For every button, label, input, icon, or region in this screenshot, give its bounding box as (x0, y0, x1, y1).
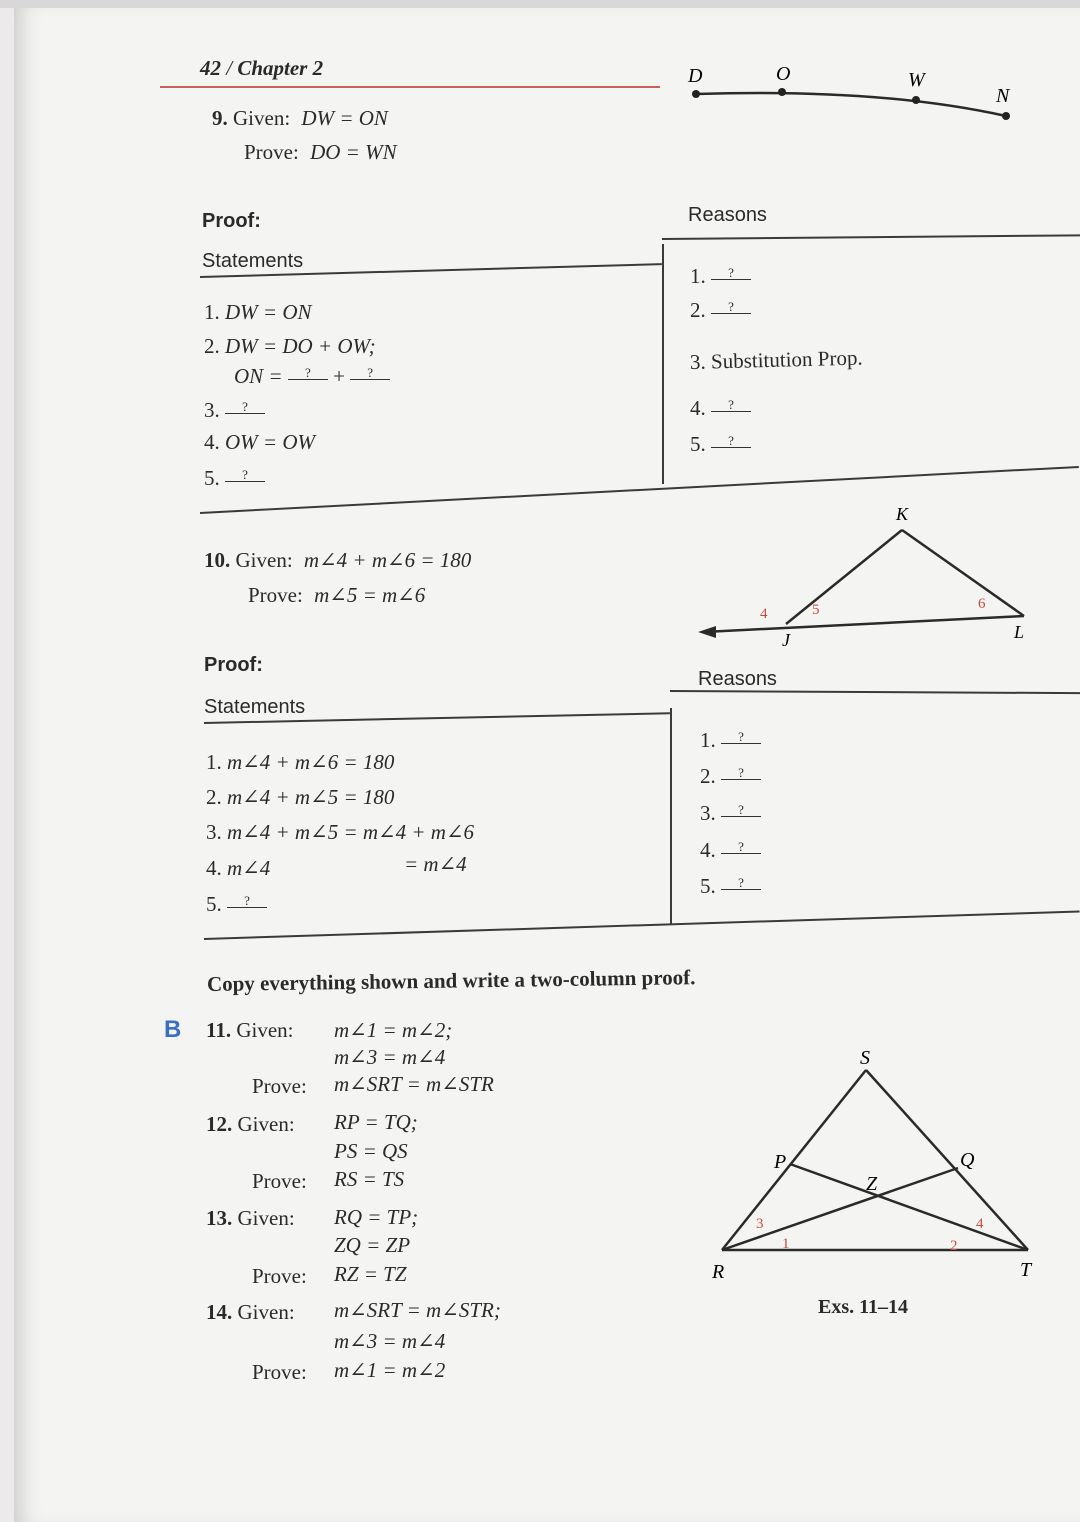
label-s: S (860, 1047, 870, 1069)
header-rule (160, 86, 660, 88)
answer-blank[interactable]: ? (721, 766, 761, 780)
label-d: D (688, 65, 703, 87)
point-d (692, 90, 700, 98)
answer-blank[interactable]: ? (350, 366, 390, 380)
ex9-column-divider (662, 244, 664, 484)
angle-6: 6 (978, 596, 986, 612)
ex11-14-figure-triangle (700, 1040, 1060, 1290)
ex9-reason-3: 3. Substitution Prop. (689, 345, 863, 374)
answer-blank[interactable]: ? (721, 840, 761, 854)
ex14-given-1: m∠SRT = m∠STR; (334, 1298, 501, 1322)
ex10-stmt-2: 2. m∠4 + m∠5 = 180 (206, 785, 395, 809)
ex13-given-line: 13. Given: (206, 1206, 295, 1230)
angle-1: 1 (782, 1236, 790, 1252)
answer-blank[interactable]: ? (225, 400, 265, 414)
ex10-figure-triangle (694, 500, 1044, 650)
ex9-stmt-5: 5. ? (204, 466, 265, 491)
answer-blank[interactable]: ? (225, 468, 265, 482)
label-w: W (908, 69, 925, 91)
ex14-given-2: m∠3 = m∠4 (334, 1329, 446, 1353)
ex9-prove (244, 140, 397, 165)
section-letter: B (164, 1016, 182, 1043)
label-k: K (896, 504, 909, 524)
answer-blank[interactable]: ? (288, 366, 328, 380)
ex14-given-line: 14. Given: (206, 1300, 295, 1324)
ex10-reason-5: 5. ? (700, 874, 761, 899)
ex9-reasons-label: Reasons (688, 204, 767, 226)
answer-blank[interactable]: ? (711, 398, 751, 412)
ex9-stmt-2: 2. DW = DO + OW; (204, 334, 376, 358)
ex9-reason-1: 1. ? (690, 264, 751, 289)
ex14-prove-label: Prove: (252, 1360, 307, 1384)
ex12-prove-label: Prove: (252, 1169, 307, 1193)
ex9-statements-label: Statements (202, 250, 304, 272)
label-n: N (996, 85, 1010, 107)
chapter-title: Chapter 2 (237, 56, 324, 80)
ex9-given (212, 106, 388, 131)
ex13-prove-label: Prove: (252, 1264, 307, 1288)
ex9-given-text: DW = ON (301, 106, 388, 130)
label-o: O (776, 63, 791, 85)
label-t: T (1020, 1259, 1032, 1281)
angle-3: 3 (756, 1216, 764, 1232)
ex10-given-text: m∠4 + m∠6 = 180 (303, 548, 472, 572)
ex9-figure-segment (680, 60, 1040, 130)
label-z: Z (866, 1173, 878, 1195)
point-w (912, 96, 920, 104)
ex10-reason-3: 3. ? (700, 801, 761, 826)
label-j: J (782, 630, 790, 650)
angle-4: 4 (760, 606, 768, 622)
ex10-statements-label: Statements (204, 696, 306, 718)
label-q: Q (960, 1149, 975, 1171)
ex9-given-label: Given: (233, 106, 291, 130)
label-p: P (774, 1151, 787, 1173)
ex9-proof-label: Proof: (202, 210, 261, 232)
side-kl (902, 530, 1024, 616)
label-l: L (1014, 622, 1025, 642)
ex10-reason-4: 4. ? (700, 838, 761, 863)
base-line (704, 616, 1024, 632)
ex10-stmt-1: 1. m∠4 + m∠6 = 180 (206, 750, 395, 774)
answer-blank[interactable]: ? (711, 434, 751, 448)
ex9-reason-4: 4. ? (690, 396, 751, 421)
ex10-stmt-4-right: = m∠4 (404, 852, 467, 876)
angle-4: 4 (976, 1216, 984, 1232)
answer-blank[interactable]: ? (721, 730, 761, 744)
ex9-stmt-4: 4. OW = OW (204, 430, 315, 454)
ex10-stmt-5: 5. ? (206, 892, 267, 917)
ex11-prove-label: Prove: (252, 1074, 307, 1098)
arrowhead (698, 626, 716, 638)
ex9-prove-text: DO = WN (310, 140, 397, 164)
ex11-given-2: m∠3 = m∠4 (334, 1045, 446, 1069)
ex11-prove: m∠SRT = m∠STR (334, 1072, 494, 1096)
ex13-prove: RZ = TZ (334, 1262, 407, 1286)
page-number: 42 (200, 56, 221, 80)
angle-5: 5 (812, 602, 820, 618)
answer-blank[interactable]: ? (721, 803, 761, 817)
ex10-reasons-label: Reasons (698, 668, 777, 690)
ex11-given-1: m∠1 = m∠2; (334, 1018, 453, 1042)
ex12-prove: RS = TS (334, 1167, 405, 1191)
point-n (1002, 112, 1010, 120)
instruction-text: Copy everything shown and write a two-column proof. (206, 965, 696, 996)
ex9-stmt-2-line2: ON = ? + ? (234, 364, 390, 389)
ex10-reason-1: 1. ? (700, 728, 761, 753)
side-st (866, 1070, 1028, 1250)
ex11-given-line: 11. Given: (206, 1018, 294, 1042)
ex9-stmt-3: 3. ? (204, 398, 265, 423)
segment-line (696, 93, 1006, 116)
ex10-prove-text: m∠5 = m∠6 (314, 583, 426, 607)
ex14-prove: m∠1 = m∠2 (334, 1358, 446, 1382)
answer-blank[interactable]: ? (711, 266, 751, 280)
page-header (200, 56, 323, 81)
point-o (778, 88, 786, 96)
ex10-stmt-3: 3. m∠4 + m∠5 = m∠4 + m∠6 (206, 820, 475, 844)
ex10-column-divider (670, 708, 672, 924)
answer-blank[interactable]: ? (711, 300, 751, 314)
ex9-stmt-1: 1. DW = ON (204, 300, 312, 324)
ex10-given: 10. Given: m∠4 + m∠6 = 180 (204, 548, 472, 572)
segment-pt (790, 1164, 1028, 1250)
ex13-given-1: RQ = TP; (334, 1205, 419, 1229)
ex10-reason-2: 2. ? (700, 764, 761, 789)
figure-caption: Exs. 11–14 (818, 1296, 909, 1318)
ex12-given-2: PS = QS (334, 1139, 408, 1163)
ex12-given-line: 12. Given: (206, 1112, 295, 1136)
side-rs (722, 1070, 866, 1250)
header-separator: / (226, 56, 233, 80)
ex9-reason-2: 2. ? (690, 298, 751, 323)
ex12-given-1: RP = TQ; (334, 1110, 418, 1134)
ex10-proof-label: Proof: (204, 654, 263, 676)
angle-2: 2 (950, 1238, 958, 1254)
ex13-given-2: ZQ = ZP (334, 1233, 411, 1257)
ex10-prove: Prove: m∠5 = m∠6 (248, 583, 426, 607)
answer-blank[interactable]: ? (227, 894, 267, 908)
ex9-prove-label: Prove: (244, 140, 299, 164)
segment-rq (722, 1168, 958, 1250)
top-background (0, 0, 1080, 8)
ex9-reason-5: 5. ? (690, 432, 751, 457)
answer-blank[interactable]: ? (721, 876, 761, 890)
ex9-number: 9. (212, 106, 228, 130)
ex10-number: 10. (204, 548, 231, 572)
label-r: R (712, 1261, 725, 1283)
side-jk (786, 530, 902, 624)
ex10-stmt-4: 4. m∠4 (206, 856, 271, 880)
